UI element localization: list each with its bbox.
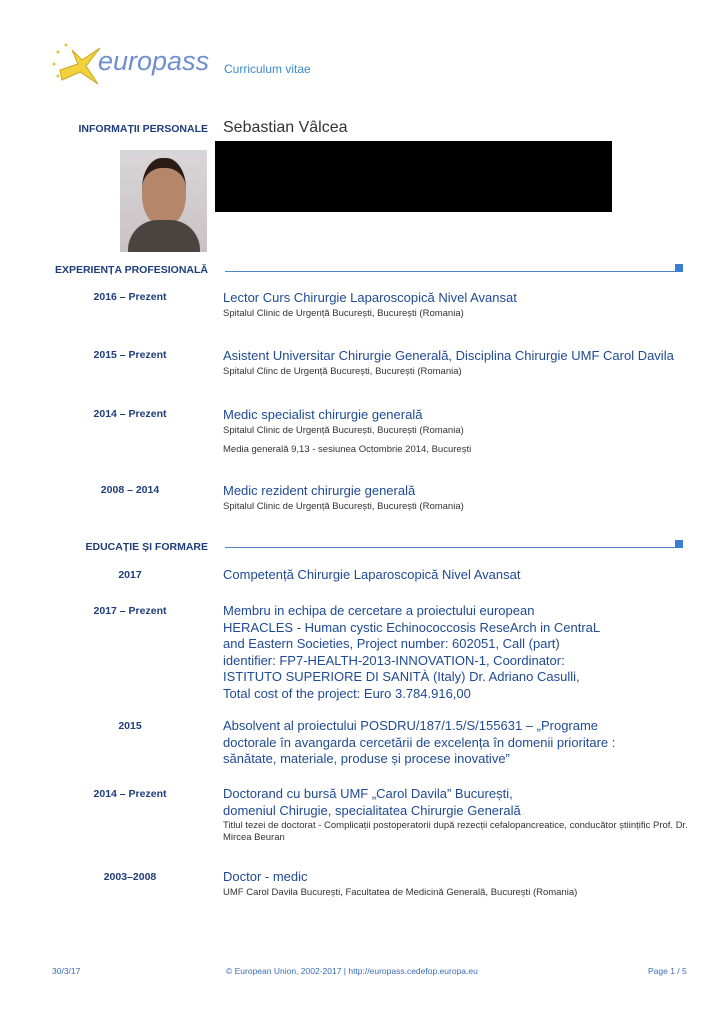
- date: 2015 – Prezent: [93, 349, 167, 361]
- institution: UMF Carol Davila București, Facultatea de Medicină Generală, București (Romania): [223, 887, 578, 898]
- date: 2017: [118, 569, 142, 581]
- qualification: Doctorand cu bursă UMF „Carol Davila” București, domeniul Chirugie, specialitatea Chirurgie Generală: [223, 786, 521, 818]
- employer: Spitalul Clinic de Urgență București, București (Romania): [223, 501, 464, 512]
- job-title: Asistent Universitar Chirurgie Generală, Disciplina Chirurgie UMF Carol Davila: [223, 348, 674, 363]
- logo-text: europass: [98, 46, 210, 76]
- detail: Media generală 9,13 - sesiunea Octombrie 2014, București: [223, 444, 472, 455]
- page-number: Page 1 / 5: [648, 966, 687, 976]
- date: 2016 – Prezent: [93, 291, 167, 303]
- europass-logo: [50, 40, 210, 90]
- qualification: Absolvent al proiectului POSDRU/187/1.5/S/155631 – „Programe doctorale în avangarda cercetării de excelența în domenii prioritare : sănătate, materiale, produse și procese inovative”: [223, 718, 616, 766]
- thesis: Titlul tezei de doctorat - Complicații postoperatorii după rezecții cefalopancreatice, conducător științific Prof. Dr. Mircea Beuran: [223, 820, 688, 843]
- section-divider: [225, 271, 675, 272]
- date: 2014 – Prezent: [93, 788, 167, 800]
- employer: Spitalul Clinc de Urgență București, București (Romania): [223, 366, 462, 377]
- personal-heading: INFORMAȚII PERSONALE: [78, 123, 208, 135]
- employer: Spitalul Clinic de Urgență București, București (Romania): [223, 308, 464, 319]
- qualification: Membru in echipa de cercetare a proiectului european HERACLES - Human cystic Echinococcosis ReseArch in CentraL and Eastern Societies, Project number: 602051, Call (part) identifier: FP7-HEALTH-2013-INNOVATION-1, Coordinator: ISTITUTO SUPERIORE DI SANITÀ (Italy) Dr. Adriano Casulli, Total cost of the project: Euro 3.784.916,00: [223, 603, 600, 701]
- job-title: Medic rezident chirurgie generală: [223, 483, 416, 498]
- job-title: Lector Curs Chirurgie Laparoscopică Nivel Avansat: [223, 290, 517, 305]
- education-heading: EDUCAȚIE ȘI FORMARE: [85, 541, 208, 553]
- section-divider: [225, 547, 675, 548]
- redacted-contact-info: [215, 141, 612, 212]
- date: 2008 – 2014: [100, 484, 160, 496]
- date: 2017 – Prezent: [93, 605, 167, 617]
- qualification: Doctor - medic: [223, 869, 308, 884]
- footer-copyright[interactable]: © European Union, 2002-2017 | http://europass.cedefop.europa.eu: [226, 966, 478, 976]
- qualification: Competență Chirurgie Laparoscopică Nivel Avansat: [223, 567, 521, 582]
- date: 2014 – Prezent: [93, 408, 167, 420]
- section-marker: [675, 540, 683, 548]
- section-marker: [675, 264, 683, 272]
- job-title: Medic specialist chirurgie generală: [223, 407, 423, 422]
- date: 2003–2008: [103, 871, 157, 883]
- person-name: Sebastian Vâlcea: [223, 119, 348, 136]
- profile-photo: [120, 150, 207, 252]
- date: 2015: [118, 720, 142, 732]
- employer: Spitalul Clinic de Urgență București, București (Romania): [223, 425, 464, 436]
- doc-type: Curriculum vitae: [224, 62, 311, 76]
- experience-heading: EXPERIENȚA PROFESIONALĂ: [54, 264, 208, 276]
- footer-date: 30/3/17: [52, 966, 81, 976]
